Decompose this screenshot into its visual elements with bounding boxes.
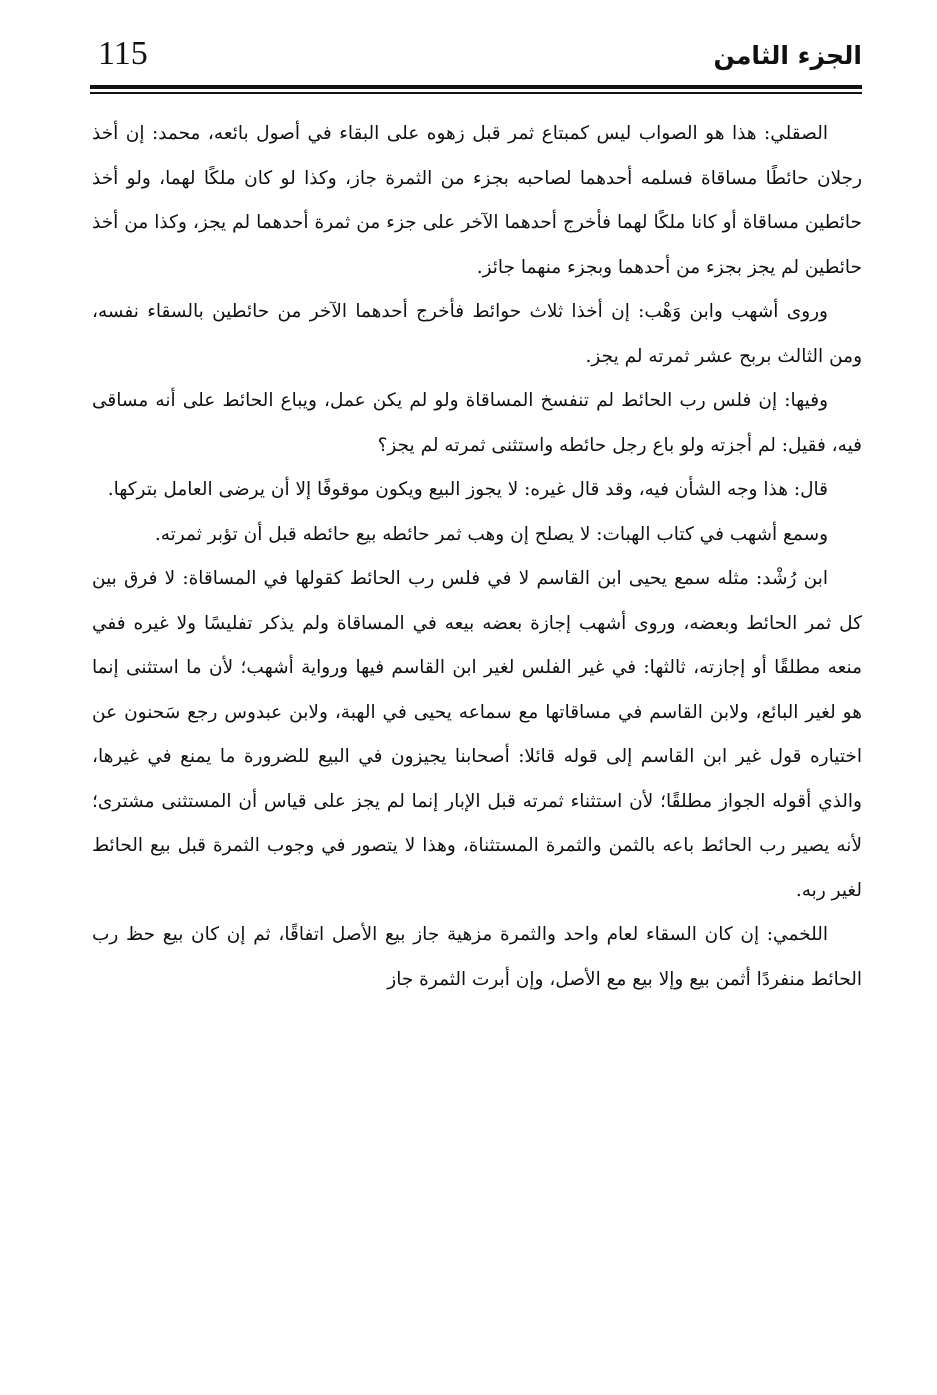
paragraph: قال: هذا وجه الشأن فيه، وقد قال غيره: لا يجوز البيع ويكون موقوفًا إلا أن يرضى العامل بتركها. (107, 479, 828, 500)
paragraph: وسمع أشهب في كتاب الهبات: لا يصلح إن وهب ثمر حائطه بيع حائطه قبل أن تؤبر ثمرته. (154, 523, 828, 545)
paragraph: وفيها: إن فلس رب الحائط لم تنفسخ المساقاة ولو لم يكن عمل، ويباع الحائط على أنه مساقى فيه، فقيل: لم أجزته ولو باع رجل حائطه واستثنى ثمرته لم يجز؟ (92, 390, 862, 456)
paragraph: ابن رُشْد: مثله سمع يحيى ابن القاسم لا في فلس رب الحائط كقولها في المساقاة: لا فرق بين كل ثمر الحائط وبعضه، وروى أشهب إجازة بعضه بيعه في المساقاة ولم يذكر تفليسًا ولا غيره ففي منعه مطلقًا أو إجازته، ثالثها: في غير الفلس لغير ابن القاسم فيها ورواية أشهب؛ لأن ما استثنى إنما هو لغير البائع، ولابن القاسم في مساقاتها مع سماعه يحيى في الهبة، ولابن عبدوس رجع سَحنون عن اختياره قول غير ابن القاسم إلى قوله قائلا: أصحابنا يجيزون في البيع للضرورة ما يمنع في غيرها، والذي أقوله الجواز مطلقًا؛ لأن استثناء ثمرته قبل الإبار إنما لم يجز على قياس أن المستثنى مشترى؛ لأنه يصير رب الحائط باعه بالثمن والثمرة المستثناة، وهذا لا يتصور في وجوب الثمرة قبل بيع الحائط لغير ربه. (92, 568, 862, 901)
header-rule-thin (90, 92, 862, 94)
page-number: 115 (98, 35, 148, 72)
header-rule-thick (90, 85, 862, 89)
running-head: الجزء الثامن (713, 41, 862, 70)
paragraph: اللخمي: إن كان السقاء لعام واحد والثمرة مزهية جاز بيع الأصل اتفاقًا، ثم إن كان بيع حظ رب الحائط منفردًا أثمن بيع وإلا بيع مع الأصل، وإن أبرت الثمرة جاز (92, 924, 862, 990)
body-text (92, 112, 862, 1002)
page-header (90, 34, 862, 94)
paragraph: وروى أشهب وابن وَهْب: إن أخذا ثلاث حوائط فأخرج أحدهما الآخر من حائطين بالسقاء نفسه، ومن الثالث بربح عشر ثمرته لم يجز. (92, 301, 862, 367)
paragraph: الصقلي: هذا هو الصواب ليس كمبتاع ثمر قبل زهوه على البقاء في أصول بائعه، محمد: إن أخذ رجلان حائطًا مساقاة فسلمه أحدهما لصاحبه بجزء من الثمرة جاز، وكذا لو كان ملكًا لهما، ولو أخذ حائطين مساقاة أو كانا ملكًا لهما فأخرج أحدهما الآخر على جزء من ثمرة أحدهما لم يجز، وكذا من أخذ حائطين لم يجز بجزء من أحدهما وبجزء منهما جائز. (92, 123, 862, 278)
